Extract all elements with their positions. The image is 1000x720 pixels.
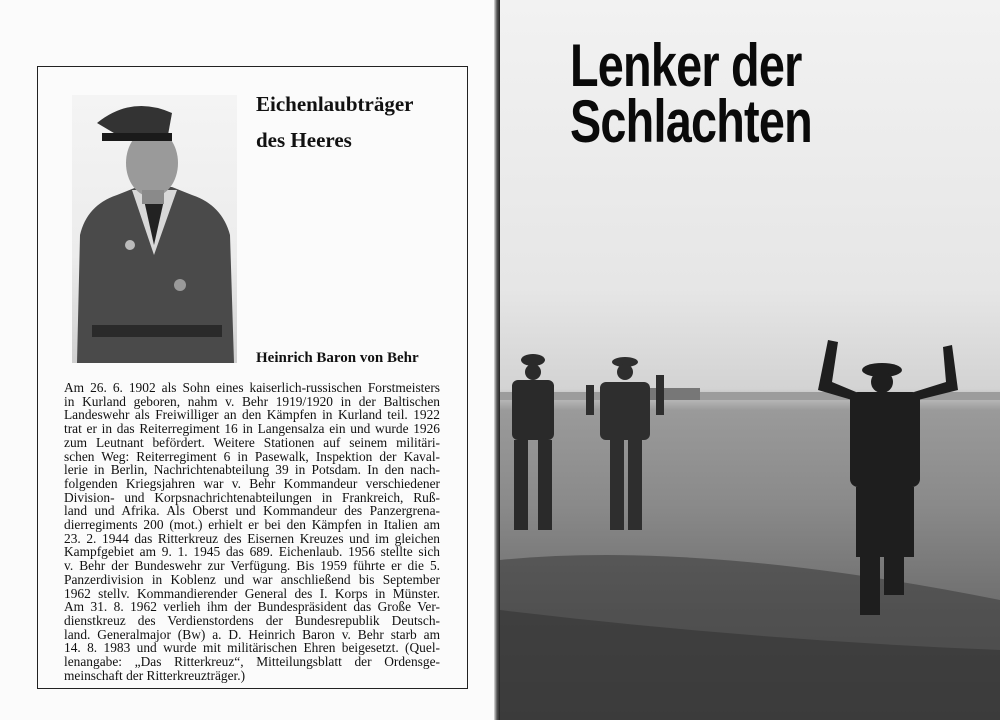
soldier-portrait-image [72, 95, 237, 363]
biography-text [64, 381, 440, 682]
bio-line: zum Leutnant befördert. Weitere Stationen auf seinem militäri- [64, 434, 440, 450]
soldier-figure [586, 357, 664, 530]
title-line-1: Lenker der [570, 32, 802, 99]
soldier-figure [512, 354, 554, 530]
bio-line: dienstkreuz des Verdienstordens der Bundesrepublik Deutsch- [64, 612, 440, 628]
bio-line: Am 31. 8. 1962 verlieh ihm der Bundespräsident das Große Ver- [64, 599, 440, 615]
bio-line: 14. 8. 1983 und wurde mit militärischen Ehren beigesetzt. (Quel- [64, 640, 440, 656]
title-line-2: Schlachten [570, 88, 812, 155]
bio-line: v. Behr der Bundeswehr zur Verfügung. Bis 1959 führte er die 5. [64, 558, 440, 574]
bio-line: in Kurland geboren, nahm v. Behr 1919/1920 in der Baltischen [64, 393, 440, 409]
bio-line: trat er in das Reiterregiment 16 in Langensalza ein und wurde 1926 [64, 421, 440, 437]
bio-line: meinschaft der Ritterkreuzträger.) [64, 667, 246, 683]
bio-line: lenangabe: „Das Ritterkreuz“, Mitteilungsblatt der Ordensge- [64, 654, 440, 670]
bio-line: lerie in Berlin, Nachrichtenabteilung 39 in Potsdam. In den nach- [64, 462, 440, 478]
bio-line: Am 26. 6. 1902 als Sohn eines kaiserlich-russischen Forstmeisters [64, 380, 440, 395]
bio-line: land. Generalmajor (Bw) a. D. Heinrich Baron v. Behr starb am [64, 626, 440, 642]
page-title [570, 32, 812, 155]
bio-line: land und Afrika. Als Oberst und Kommandeur des Panzergrena- [64, 503, 440, 519]
heading-line-1: Eichenlaubträger [256, 92, 414, 116]
left-page [0, 0, 496, 720]
bio-line: folgenden Kriegsjahren war v. Behr Kommandeur verschiedener [64, 475, 440, 491]
bio-line: Panzerdivision in Koblenz und war anschließend bis September [64, 571, 440, 587]
portrait-photo [72, 95, 237, 363]
heading-line-2: des Heeres [256, 128, 352, 152]
bio-line: schen Weg: Reiterregiment 6 in Pasewalk, Inspektion der Kaval- [64, 448, 440, 464]
bio-line: Kampfgebiet am 9. 1. 1945 das 689. Eichenlaub. 1956 stellte sich [64, 544, 440, 560]
article-heading [256, 86, 414, 158]
bio-line: 23. 2. 1944 das Ritterkreuz des Eisernen Kreuzes und im gleichen [64, 530, 440, 546]
bio-line: Division- und Korpsnachrichtenabteilungen in Frankreich, Ruß- [64, 489, 440, 505]
bio-line: Landeswehr als Freiwilliger an den Kämpfen in Kurland teil. 1922 [64, 407, 440, 423]
portrait-caption: Heinrich Baron von Behr [256, 350, 419, 366]
right-page [500, 0, 1000, 720]
bio-line: 1962 stellv. Kommandierender General des I. Korps in Münster. [64, 585, 440, 601]
bio-line: dierregiments 200 (mot.) erhielt er bei den Kämpfen in Italien am [64, 517, 440, 533]
